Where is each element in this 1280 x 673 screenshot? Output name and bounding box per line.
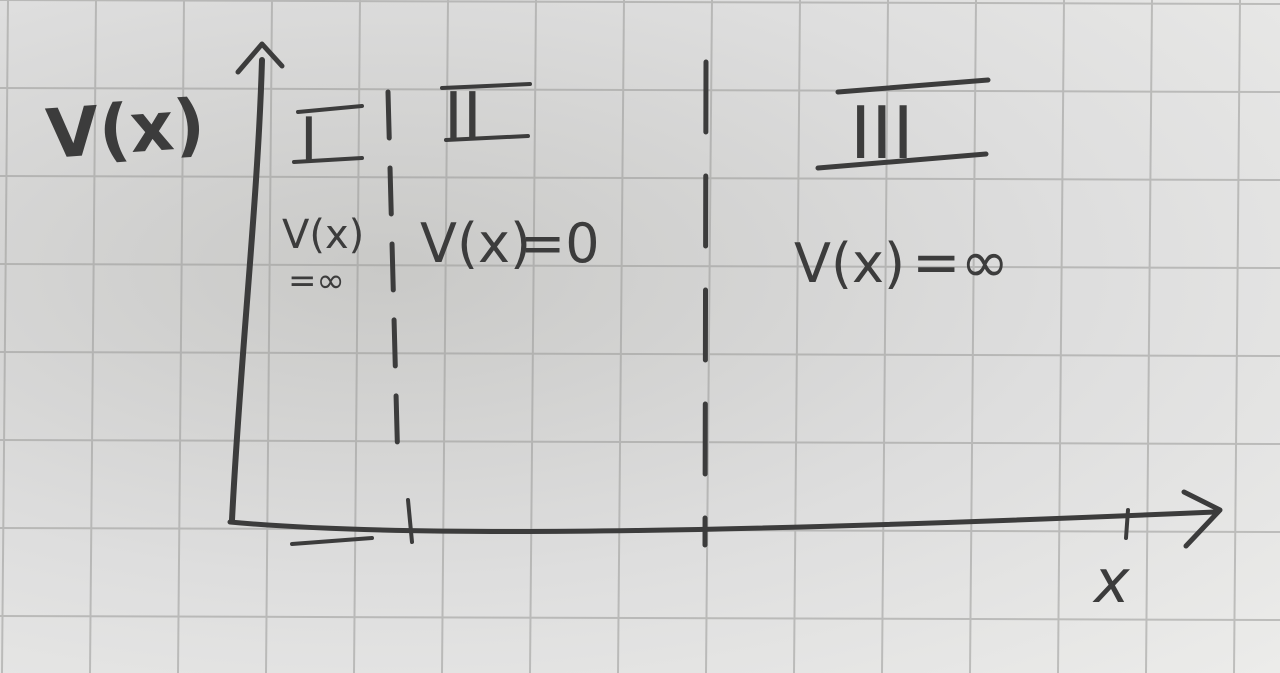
region-i-numeral: I: [300, 105, 318, 175]
grid-line-vertical: [618, 0, 624, 673]
grid-line-vertical: [530, 0, 536, 673]
grid-line-vertical: [970, 0, 976, 673]
grid-line-horizontal: [0, 176, 1280, 180]
x-axis-tick: [1126, 510, 1128, 538]
grid-line-vertical: [1058, 0, 1064, 673]
grid-line-horizontal: [0, 352, 1280, 356]
x-axis-arrowhead: [1184, 492, 1220, 546]
grid-line-horizontal: [0, 440, 1280, 444]
grid-line-vertical: [2, 0, 8, 673]
region-i-potential: V(x): [282, 212, 365, 258]
boundary-left-tick: [408, 500, 412, 542]
x-axis-label: x: [1094, 547, 1130, 617]
grid-line-horizontal: [0, 0, 1280, 4]
grid-line-horizontal: [0, 616, 1280, 620]
boundary-right-dashed: [705, 62, 706, 545]
y-axis: [232, 60, 262, 520]
grid-line-horizontal: [0, 264, 1280, 268]
region-iii-numeral: III: [850, 91, 914, 175]
region-ii-value: =0: [520, 212, 600, 275]
y-axis-label: V(x): [43, 85, 208, 175]
grid-line-vertical: [354, 0, 360, 673]
x-axis: [230, 512, 1215, 531]
region-i-value: =∞: [288, 261, 345, 301]
region-iii-value: =∞: [912, 228, 1009, 296]
grid-line-vertical: [266, 0, 272, 673]
region-ii-numeral: II: [444, 80, 482, 154]
grid-line-vertical: [1146, 0, 1152, 673]
boundary-left-dashed: [388, 92, 398, 468]
region-ii-potential: V(x): [420, 212, 532, 275]
grid-line-vertical: [794, 0, 800, 673]
origin-mark: [292, 538, 372, 544]
grid-line-vertical: [1234, 0, 1240, 673]
region-iii-potential: V(x): [794, 232, 906, 295]
